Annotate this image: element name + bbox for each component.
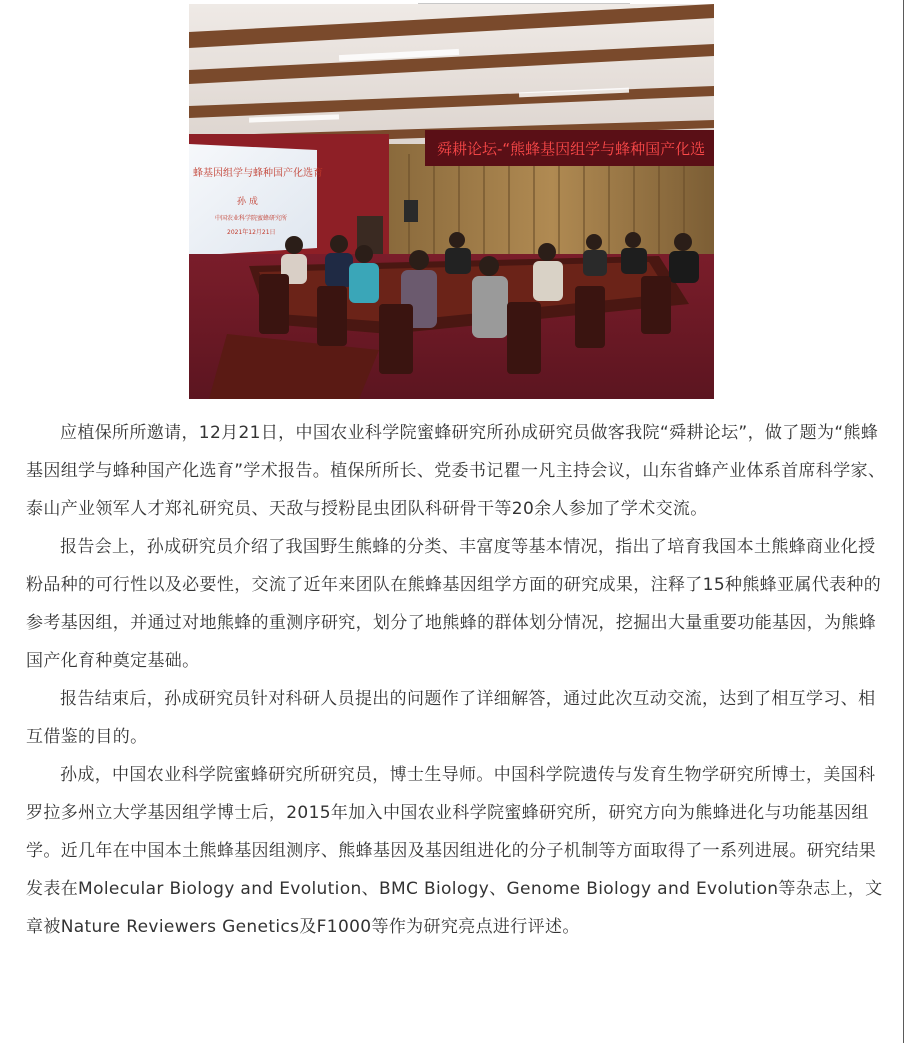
article-paragraph: 报告结束后，孙成研究员针对科研人员提出的问题作了详细解答，通过此次互动交流，达到了相互学习、相互借鉴的目的。: [26, 689, 876, 747]
article-body: [26, 414, 886, 946]
screen-title: 蜂基因组学与蜂种国产化选育: [193, 168, 323, 179]
screen-org: 中国农业科学院蜜蜂研究所: [215, 215, 288, 222]
article-paragraph: 报告会上，孙成研究员介绍了我国野生熊蜂的分类、丰富度等基本情况，指出了培育我国本土熊蜂商业化授粉品种的可行性以及必要性，交流了近年来团队在熊蜂基因组学方面的研究成果，注释了15种熊蜂亚属代表种的参考基因组，并通过对地熊蜂的重测序研究，划分了地熊蜂的群体划分情况，挖掘出大量重要功能基因，为熊蜂国产化育种奠定基础。: [26, 537, 882, 671]
banner-text: 舜耕论坛-“熊蜂基因组学与蜂种国产化选: [437, 140, 706, 158]
article-paragraph: 应植保所所邀请，12月21日，中国农业科学院蜜蜂研究所孙成研究员做客我院“舜耕论坛”，做了题为“熊蜂基因组学与蜂种国产化选育”学术报告。植保所所长、党委书记瞿一凡主持会议，山东省蜂产业体系首席科学家、泰山产业领军人才郑礼研究员、天敌与授粉昆虫团队科研骨干等20余人参加了学术交流。: [26, 423, 886, 519]
article-paragraph: 孙成，中国农业科学院蜜蜂研究所研究员，博士生导师。中国科学院遗传与发育生物学研究所博士，美国科罗拉多州立大学基因组学博士后，2015年加入中国农业科学院蜜蜂研究所，研究方向为熊蜂进化与功能基因组学。近几年在中国本土熊蜂基因组测序、熊蜂基因及基因组进化的分子机制等方面取得了一系列进展。研究结果发表在Molecular Biology and Evolution、BMC Biology、Genome Biology and Evolution等杂志上，文章被Nature Reviewers Genetics及F1000等作为研究亮点进行评述。: [26, 765, 883, 937]
screen-date: 2021年12月21日: [227, 229, 276, 236]
conference-photo: [189, 4, 714, 399]
screen-speaker: 孙 成: [237, 197, 258, 207]
page-right-border: [903, 0, 904, 1043]
